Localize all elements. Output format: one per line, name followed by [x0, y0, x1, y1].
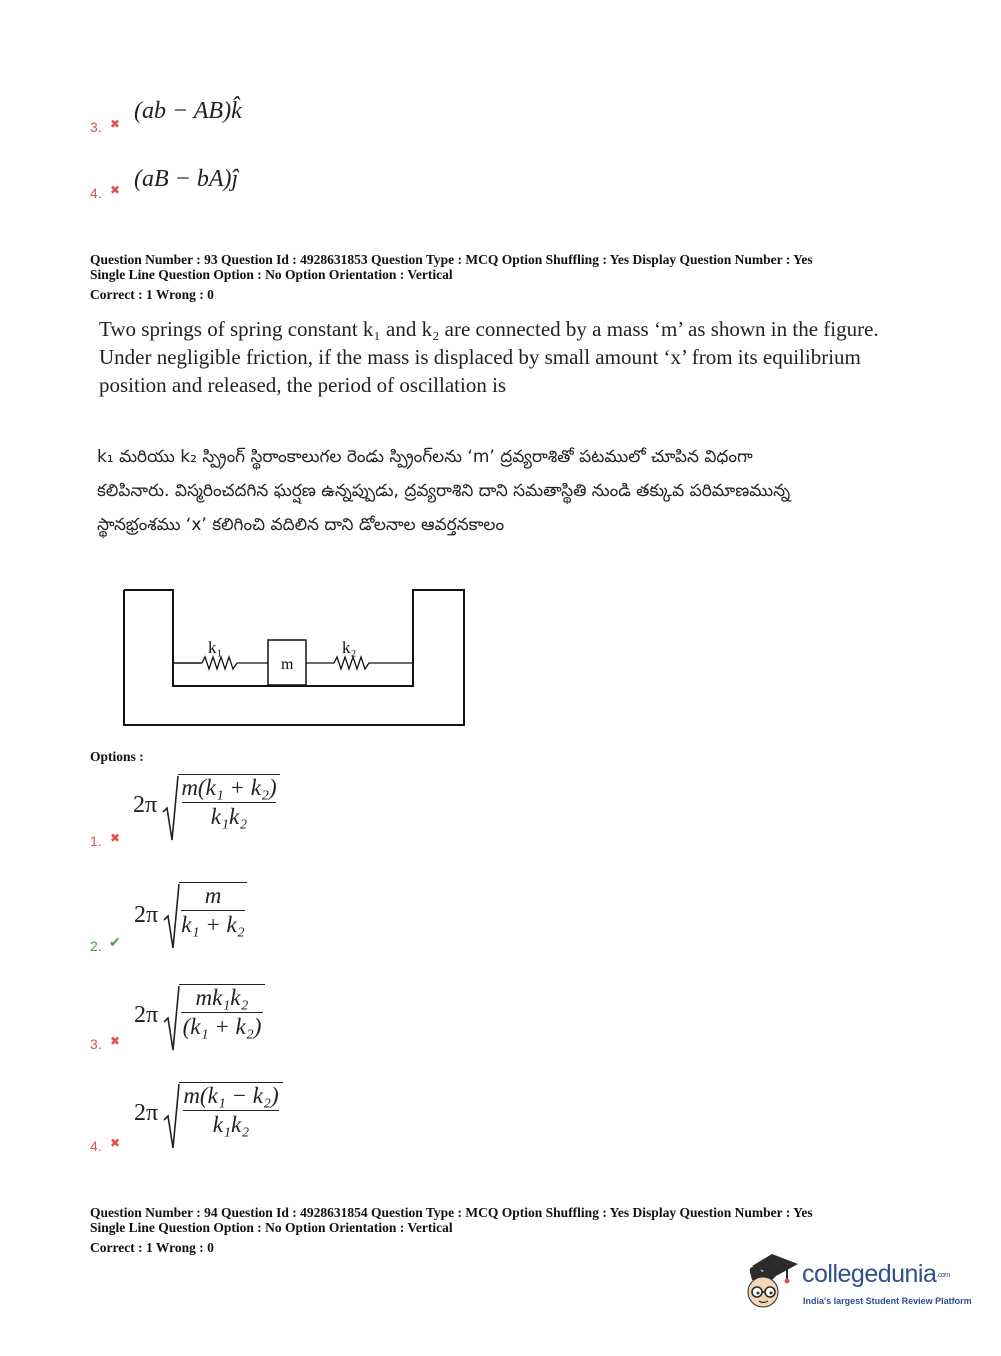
logo-name: collegedunia — [802, 1260, 937, 1288]
two-pi: 2π — [134, 1100, 159, 1126]
denominator: (k₁ + k₂) — [182, 1014, 262, 1039]
wrong-icon: ✖ — [110, 1136, 121, 1150]
option-number: 1. — [90, 833, 102, 849]
numerator: m(k₁ − k₂) — [183, 1083, 279, 1108]
fraction-bar — [181, 1012, 263, 1013]
question-text-telugu — [97, 440, 790, 542]
radicand — [178, 774, 280, 830]
question-text-english — [99, 315, 919, 399]
denominator: k₁ + k₂ — [181, 912, 245, 937]
fraction-bar — [181, 910, 245, 911]
two-pi: 2π — [134, 902, 159, 928]
denominator: k₁k₂ — [212, 1112, 250, 1137]
left-spring — [202, 657, 268, 669]
right-spring — [306, 657, 413, 669]
meta-line: Single Line Question Option : No Option Orientation : Vertical — [90, 267, 453, 282]
k1-label: k₁ — [208, 638, 223, 657]
numerator: mk₁k₂ — [195, 985, 249, 1010]
text-line: k₁ మరియు k₂ స్ప్రింగ్ స్థిరాంకాలుగల రెండు స్ప్రింగ్‌లను ‘m’ ద్రవ్యరాశితో పటములో చూపిన విధంగా — [97, 447, 753, 467]
option-number: 4. — [90, 185, 102, 201]
option-3[interactable] — [90, 982, 390, 1062]
radicand — [179, 1082, 283, 1138]
radicand — [179, 984, 265, 1040]
option-number: 2. — [90, 938, 102, 954]
option-4[interactable] — [90, 1080, 390, 1160]
score-line: Correct : 1 Wrong : 0 — [90, 287, 214, 302]
option-expression: (aB − bA)ĵ — [134, 166, 239, 192]
fraction-bar — [182, 802, 276, 803]
numerator: m(k₁ + k₂) — [181, 775, 277, 800]
wrong-icon: ✖ — [110, 1034, 121, 1048]
fraction-bar — [183, 1110, 279, 1111]
k2-label: k₂ — [342, 638, 357, 657]
mass-label: m — [281, 656, 294, 673]
option-expression: (ab − AB)k̂ — [134, 98, 242, 124]
check-icon: ✔ — [109, 935, 121, 951]
wrong-icon: ✖ — [110, 183, 121, 197]
mascot-icon — [742, 1250, 800, 1312]
text-line: position and released, the period of oscillation is — [99, 373, 507, 397]
spring-mass-figure — [120, 585, 470, 730]
option-2[interactable] — [90, 880, 390, 960]
option-number: 4. — [90, 1138, 102, 1154]
option-number: 3. — [90, 119, 102, 135]
meta-line: Question Number : 93 Question Id : 4928631853 Question Type : MCQ Option Shuffling : Yes Display Question Number : Yes — [90, 252, 813, 267]
text-line: కలిపినారు. విస్మరించదగిన ఘర్షణ ఉన్నప్పుడు, ద్రవ్యరాశిని దాని సమతాస్థితి నుండి తక్కువ పరిమాణమున్న — [97, 481, 791, 501]
options-label: Options : — [90, 749, 144, 764]
two-pi: 2π — [134, 1002, 159, 1028]
meta-line: Question Number : 94 Question Id : 4928631854 Question Type : MCQ Option Shuffling : Yes Display Question Number : Yes — [90, 1205, 813, 1220]
text-line: Two springs of spring constant k₁ and k₂ are connected by a mass ‘m’ as shown in the figure. — [99, 317, 879, 341]
denominator: k₁k₂ — [210, 804, 248, 829]
question-94-meta — [90, 1205, 813, 1255]
meta-line: Single Line Question Option : No Option Orientation : Vertical — [90, 1220, 453, 1235]
option-1[interactable] — [90, 772, 390, 852]
radicand — [179, 882, 247, 938]
numerator: m — [204, 883, 222, 908]
question-93-meta — [90, 252, 813, 302]
text-line: Under negligible friction, if the mass is displaced by small amount ‘x’ from its equilibrium — [99, 345, 861, 369]
option-number: 3. — [90, 1036, 102, 1052]
wrong-icon: ✖ — [110, 831, 121, 845]
wrong-icon: ✖ — [110, 117, 121, 131]
collegedunia-logo — [742, 1250, 972, 1320]
score-line: Correct : 1 Wrong : 0 — [90, 1240, 214, 1255]
text-line: స్థానభ్రంశము ‘x’ కలిగించి వదిలిన దాని డోలనాల ఆవర్తనకాలం — [97, 515, 505, 535]
logo-tagline: India's largest Student Review Platform — [803, 1296, 972, 1306]
two-pi: 2π — [133, 792, 158, 818]
logo-suffix: .com — [936, 1271, 950, 1279]
